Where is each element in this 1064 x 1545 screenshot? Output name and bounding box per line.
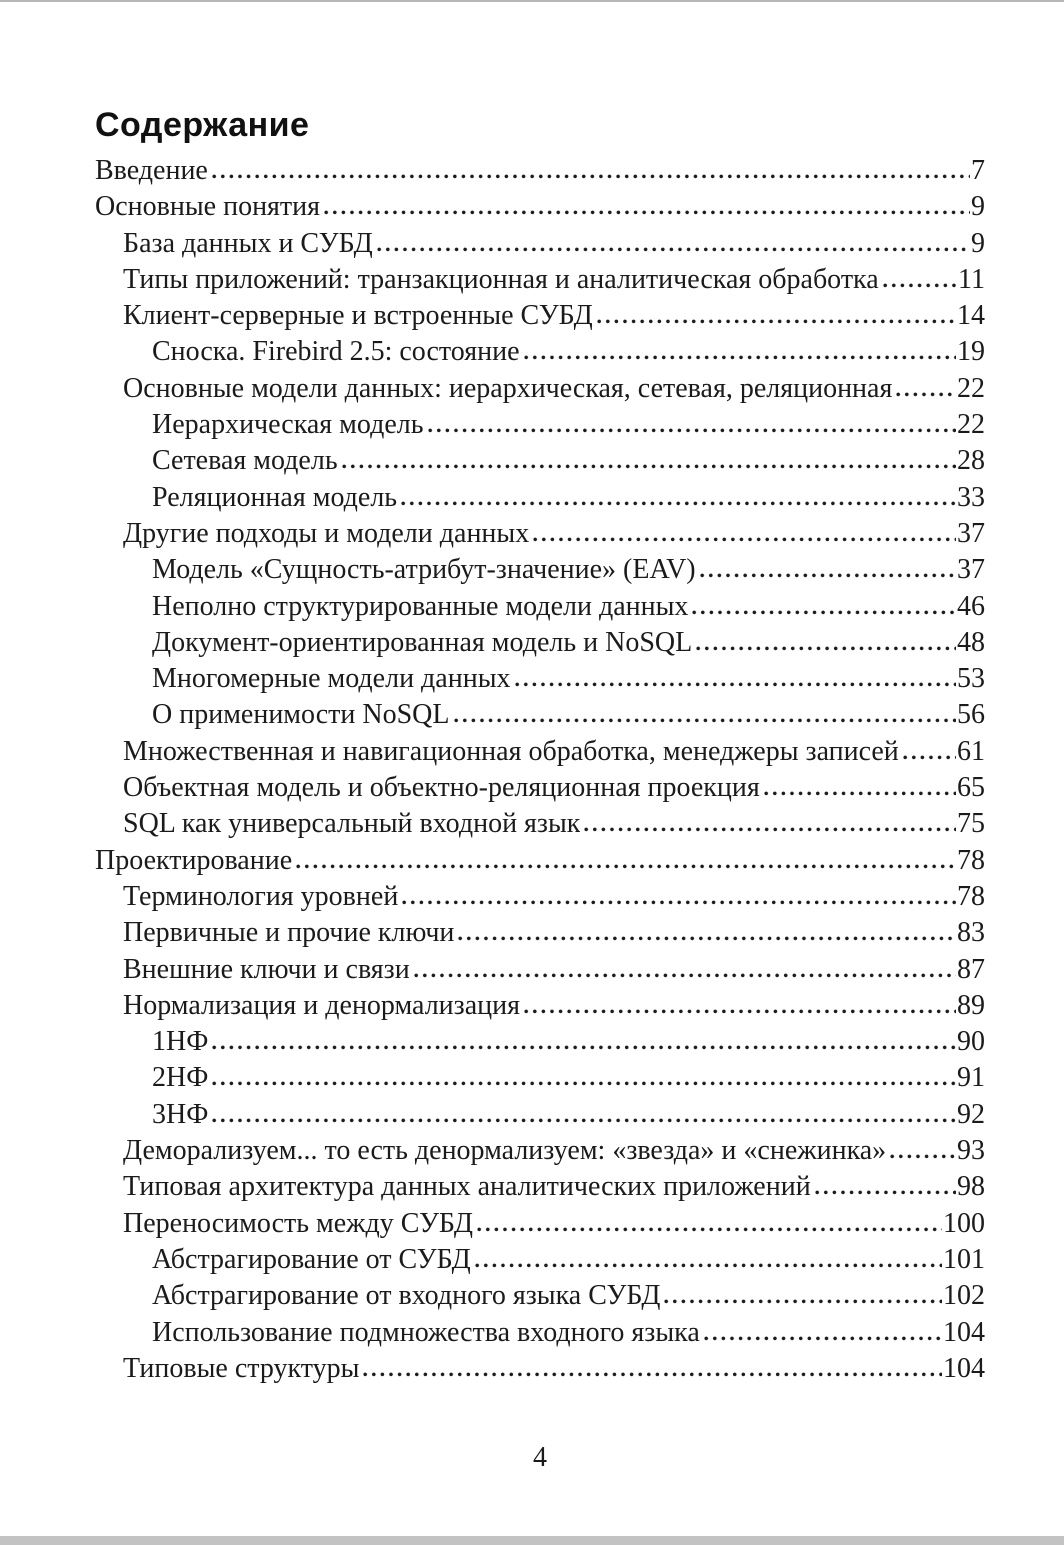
toc-leader-dots [401,499,956,506]
toc-leader-dots [696,644,956,651]
toc-entry-label: Типовая архитектура данных аналитических приложений [123,1171,811,1203]
toc-entry [95,806,985,842]
toc-entry [95,1097,985,1133]
toc-leader-dots [533,535,956,542]
toc-entry-page-number: 14 [957,300,985,332]
toc-entry [95,480,985,516]
toc-entry [95,1133,985,1169]
toc-entry-page-number: 78 [957,880,985,912]
toc-entry-label: Абстрагирование от входного языка СУБД [152,1280,661,1312]
toc-entry-label: Нормализация и денормализация [123,989,521,1021]
toc-entry-page-number: 104 [943,1316,985,1348]
toc-leader-dots [414,971,956,978]
toc-entry [95,770,985,806]
toc-entry-label: 3НФ [152,1098,209,1130]
toc-entry [95,226,985,262]
toc-entry-page-number: 9 [971,227,985,259]
toc-entry-page-number: 78 [957,844,985,876]
toc-leader-dots [584,825,956,832]
toc-entry-label: Абстрагирование от СУБД [152,1243,471,1275]
toc-leader-dots [524,1007,956,1014]
toc-entry-label: Внешние ключи и связи [123,953,410,985]
toc-entry-page-number: 89 [957,989,985,1021]
toc-entry-label: Документ-ориентированная модель и NoSQL [152,626,693,658]
toc-entry-page-number: 19 [957,336,985,368]
toc-entry-page-number: 100 [943,1207,985,1239]
table-of-contents [95,153,985,1387]
toc-entry [95,298,985,334]
toc-leader-dots [515,680,956,687]
toc-leader-dots [212,1043,956,1050]
toc-entry-label: SQL как универсальный входной язык [123,808,581,840]
toc-leader-dots [896,390,956,397]
toc-entry-label: Терминология уровней [123,880,399,912]
toc-entry-label: Деморализуем... то есть денормализуем: «звезда» и «снежинка» [123,1135,887,1167]
toc-leader-dots [377,245,970,252]
toc-leader-dots [883,281,957,288]
toc-leader-dots [402,898,956,905]
toc-entry-page-number: 22 [957,372,985,404]
toc-entry-page-number: 7 [971,155,985,186]
toc-entry [95,879,985,915]
toc-leader-dots [524,353,956,360]
toc-entry-label: Многомерные модели данных [152,663,511,695]
toc-entry [95,1206,985,1242]
toc-entry-page-number: 37 [957,554,985,586]
toc-entry-page-number: 75 [957,808,985,840]
toc-entry-label: Проектирование [95,844,293,876]
toc-leader-dots [363,1370,942,1377]
document-page [95,103,985,1387]
page-number-footer: 4 [533,1442,547,1473]
toc-entry-label: Клиент-серверные и встроенные СУБД [123,300,593,332]
toc-entry-page-number: 92 [957,1098,985,1130]
toc-entry [95,516,985,552]
toc-entry-page-number: 61 [957,735,985,767]
toc-leader-dots [454,716,957,723]
toc-entry [95,697,985,733]
toc-entry-page-number: 91 [957,1062,985,1094]
toc-entry [95,661,985,697]
toc-leader-dots [212,1079,956,1086]
toc-leader-dots [475,1261,942,1268]
toc-entry-page-number: 11 [958,263,985,295]
toc-leader-dots [815,1188,956,1195]
toc-entry-page-number: 28 [957,445,985,477]
page-title: Содержание [95,106,310,144]
toc-entry-page-number: 104 [943,1352,985,1384]
toc-leader-dots [597,317,956,324]
toc-entry [95,334,985,370]
toc-entry [95,262,985,298]
toc-leader-dots [477,1225,942,1232]
toc-entry-page-number: 93 [957,1135,985,1167]
toc-leader-dots [324,208,970,215]
toc-entry [95,625,985,661]
toc-entry [95,1169,985,1205]
toc-entry-label: База данных и СУБД [123,227,373,259]
toc-entry [95,407,985,443]
toc-leader-dots [428,426,956,433]
toc-entry-label: Сноска. Firebird 2.5: состояние [152,336,520,368]
toc-entry-label: Объектная модель и объектно-реляционная проекция [123,772,760,804]
toc-entry-page-number: 22 [957,409,985,441]
toc-entry-label: Множественная и навигационная обработка, менеджеры записей [123,735,899,767]
toc-leader-dots [212,172,970,179]
toc-leader-dots [458,934,956,941]
toc-entry-label: Переносимость между СУБД [123,1207,473,1239]
toc-entry-label: Основные понятия [95,191,321,223]
toc-leader-dots [296,862,956,869]
toc-entry-page-number: 9 [971,191,985,223]
toc-entry [95,371,985,407]
toc-entry [95,589,985,625]
toc-entry [95,1060,985,1096]
toc-entry [95,1315,985,1351]
toc-entry-label: Первичные и прочие ключи [123,917,455,949]
toc-entry-label: Модель «Сущность-атрибут-значение» (EAV) [152,554,696,586]
toc-entry-page-number: 53 [957,663,985,695]
toc-entry-label: Иерархическая модель [152,409,424,441]
toc-leader-dots [764,789,956,796]
toc-leader-dots [692,608,956,615]
toc-entry-label: Основные модели данных: иерархическая, сетевая, реляционная [123,372,893,404]
toc-entry-label: Типовые структуры [123,1352,360,1384]
toc-entry-page-number: 83 [957,917,985,949]
toc-leader-dots [704,1334,942,1341]
viewer-edge-top [0,0,1064,2]
toc-entry [95,1024,985,1060]
toc-entry-label: О применимости NoSQL [152,699,450,731]
toc-entry-page-number: 101 [943,1243,985,1275]
toc-entry [95,1351,985,1387]
toc-entry-label: Другие подходы и модели данных [123,517,530,549]
toc-entry [95,443,985,479]
toc-leader-dots [890,1152,956,1159]
toc-entry [95,915,985,951]
toc-leader-dots [664,1297,942,1304]
toc-entry-label: Типы приложений: транзакционная и аналитическая обработка [123,263,879,295]
viewer-edge-bottom [0,1536,1064,1545]
toc-entry-page-number: 46 [957,590,985,622]
toc-entry-page-number: 65 [957,772,985,804]
toc-entry [95,952,985,988]
toc-entry-label: Неполно структурированные модели данных [152,590,689,622]
toc-entry-label: Использование подмножества входного языка [152,1316,700,1348]
toc-entry-page-number: 37 [957,517,985,549]
toc-entry-page-number: 48 [957,626,985,658]
toc-entry [95,734,985,770]
toc-entry [95,189,985,225]
toc-leader-dots [212,1116,956,1123]
toc-entry-page-number: 90 [957,1026,985,1058]
toc-entry [95,843,985,879]
toc-entry-label: Сетевая модель [152,445,338,477]
toc-entry [95,153,985,189]
toc-entry-label: 2НФ [152,1062,209,1094]
toc-entry [95,1278,985,1314]
toc-entry-page-number: 87 [957,953,985,985]
toc-leader-dots [342,462,956,469]
toc-leader-dots [903,753,956,760]
toc-entry-label: Введение [95,155,208,186]
toc-entry-label: Реляционная модель [152,481,398,513]
toc-entry-page-number: 98 [957,1171,985,1203]
toc-entry-page-number: 56 [957,699,985,731]
toc-entry-label: 1НФ [152,1026,209,1058]
toc-entry [95,552,985,588]
toc-entry-page-number: 102 [943,1280,985,1312]
toc-entry [95,1242,985,1278]
toc-entry [95,988,985,1024]
toc-leader-dots [700,571,956,578]
toc-entry-page-number: 33 [957,481,985,513]
